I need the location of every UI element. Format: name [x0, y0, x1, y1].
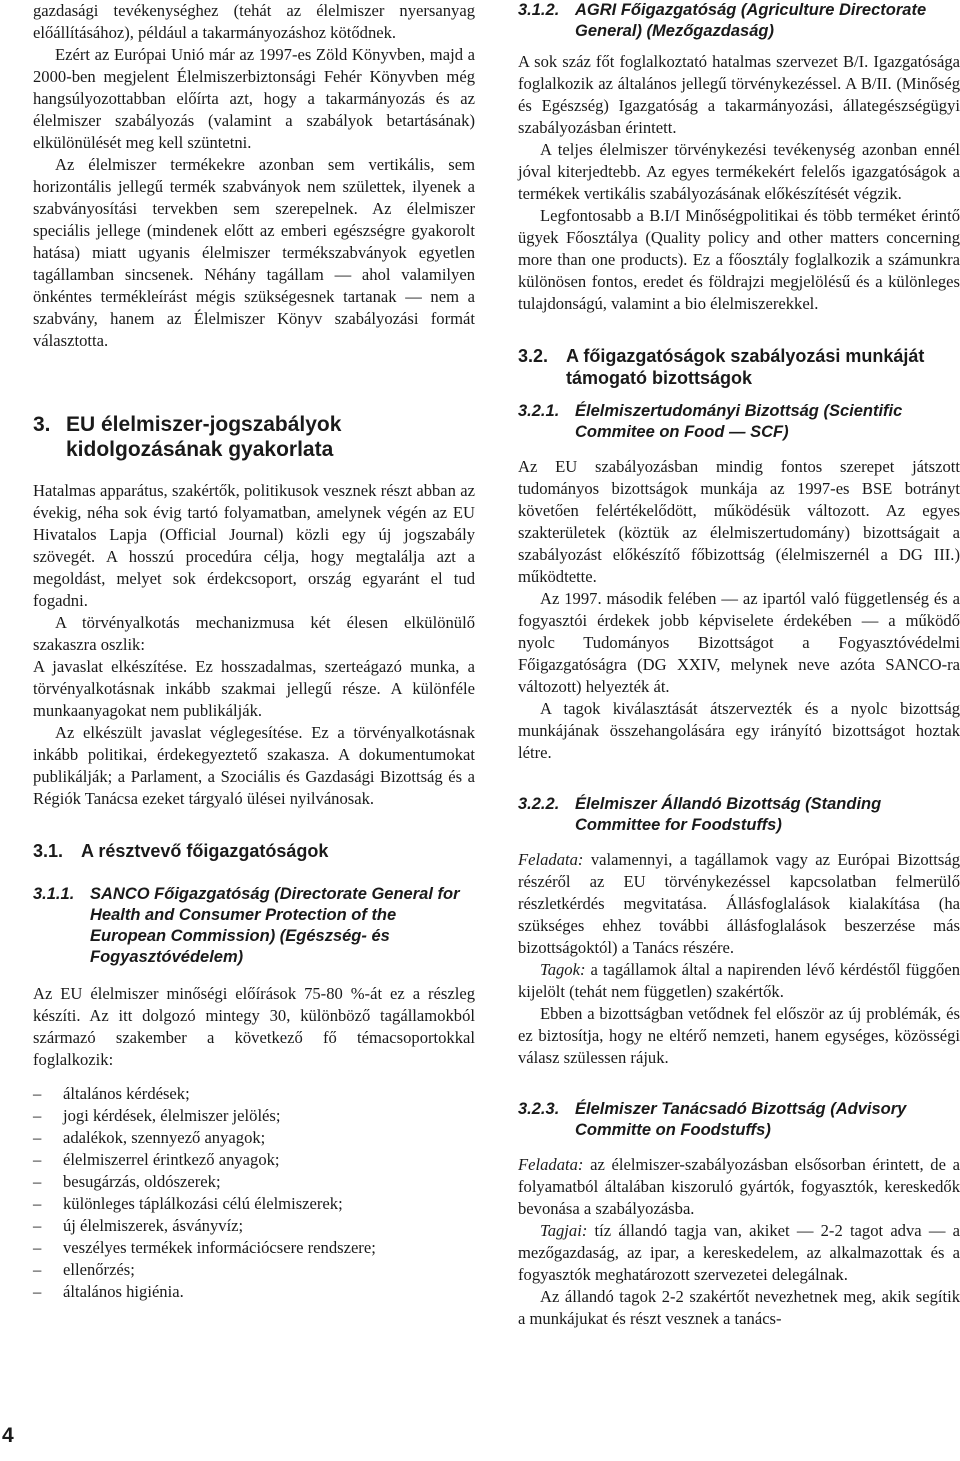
page-number: 4 [2, 1424, 14, 1447]
paragraph: Az EU élelmiszer minőségi előírások 75-80 %-át ez a részleg készíti. Az itt dolgozó mintegy 30, különböző tagállamokból származó szakember a következő fő témacsoportokkal foglalkozik: [33, 984, 475, 1069]
list-item: – különleges táplálkozási célú élelmiszerek; [33, 1194, 343, 1213]
dash-marker: – [33, 1260, 42, 1279]
section-number: 3.2.2. [518, 795, 560, 813]
paragraph: A törvényalkotás mechanizmusa két élesen elkülönülő szakaszra oszlik: [33, 613, 475, 654]
section-heading-3-2-3 [518, 1099, 960, 1141]
dash-marker: – [33, 1106, 42, 1125]
section-heading-3-1 [33, 840, 475, 862]
paragraph: Ezért az Európai Unió már az 1997-es Zöld Könyvben, majd a 2000-ben megjelent Élelmiszerbiztonsági Fehér Könyvben még hangsúlyozottabban előírta azt, hogy a takarmányozás és az élelmiszer szabályozás (valamint a szabályok betartásának) elkülönülését meg kell szüntetni. [33, 45, 475, 152]
section-heading-3-1-2 [518, 0, 960, 42]
list-item: – ellenőrzés; [33, 1260, 135, 1279]
section-heading-3-2 [518, 345, 960, 389]
paragraph: Feladata: az élelmiszer-szabályozásban elsősorban érintett, de a folyamatból általában kiszoruló gyártók, fogyasztók, kereskedők bevonása a szabályozásba. [518, 1155, 960, 1218]
dash-marker: – [33, 1216, 42, 1235]
list-item: – élelmiszerrel érintkező anyagok; [33, 1150, 280, 1169]
run-in-label: Tagjai: [540, 1221, 588, 1240]
list-item: – adalékok, szennyező anyagok; [33, 1128, 266, 1147]
section-title: A főigazgatóságok szabályozási munkáját támogató bizottságok [566, 346, 925, 388]
section-number: 3.2.1. [518, 402, 560, 420]
section-title: EU élelmiszer-jogszabályok kidolgozásának gyakorlata [66, 413, 342, 461]
paragraph: Feladata: valamennyi, a tagállamok vagy az Európai Bizottság részéről az EU törvénykezéssel kapcsolatban felmerülő részletkérdés megvitatása. Állásfoglalások kialakítása (ha szükséges ehhez további állásfoglalások beszerzése más bizottságoktól) a Tanács részére. [518, 850, 960, 957]
dash-marker: – [33, 1194, 42, 1213]
paragraph: Ebben a bizottságban vetődnek fel először az új problémák, és ez biztosítja, hogy ne eltérő nemzeti, hanem egységes, közösségi válasz szülessen rájuk. [518, 1004, 960, 1067]
paragraph: A teljes élelmiszer törvénykezési tevékenység azonban ennél jóval kiterjedtebb. Az egyes termékekért felelős igazgatóságok a termékek vertikális szabályozásának előkészítését végzik. [518, 140, 960, 203]
section-title: SANCO Főigazgatóság (Directorate General for Health and Consumer Protection of the European Commission) (Egészség- és Fogyasztóvédelem) [90, 885, 460, 966]
dash-marker: – [33, 1150, 42, 1169]
dash-marker: – [33, 1172, 42, 1191]
paragraph: Tagjai: tíz állandó tagja van, akiket — 2-2 tagot adva — a mezőgazdaság, az ipar, a kereskedelem, az alkalmazottak és a fogyasztók meghatározott szervezetei delegálnak. [518, 1221, 960, 1284]
list-item: – besugárzás, oldószerek; [33, 1172, 221, 1191]
paragraph: Tagok: a tagállamok által a napirenden lévő kérdéstől függően kijelölt (tehát nem független) szakértők. [518, 960, 960, 1001]
left-column [33, 0, 475, 1303]
section-heading-3-2-2 [518, 794, 960, 836]
section-number: 3.2.3. [518, 1100, 560, 1118]
paragraph: Az 1997. második felében — az ipartól való függetlenség és a fogyasztói érdekek jobb képviselete érdekében — a működő nyolc Tudományos Bizottságot a Fogyasztóvédelmi Főigazgatóságra (DG XXIV, melynek neve azóta SANCO-ra változott) helyezték át. [518, 589, 960, 696]
section-number: 3.1.1. [33, 885, 75, 903]
section-title: Élelmiszertudományi Bizottság (Scientific Commitee on Food — SCF) [575, 402, 903, 441]
run-in-label: Feladata: [518, 850, 584, 869]
dash-marker: – [33, 1238, 42, 1257]
section-heading-3 [33, 412, 475, 462]
right-column [518, 0, 960, 1330]
list-item: – jogi kérdések, élelmiszer jelölés; [33, 1106, 281, 1125]
section-number: 3.1.2. [518, 1, 560, 19]
section-title: AGRI Főigazgatóság (Agriculture Directorate General) (Mezőgazdaság) [575, 1, 927, 40]
paragraph: Az elkészült javaslat véglegesítése. Ez a törvényalkotásnak inkább politikai, érdekegyeztető szakasza. A dokumentumokat publikálják; a Parlament, a Szociális és Gazdasági Bizottság és a Régiók Tanácsa ezeket tárgyaló ülései nyilvánosak. [33, 723, 475, 808]
topic-list [33, 1083, 475, 1303]
list-item: – általános higiénia. [33, 1282, 184, 1301]
list-item: – veszélyes termékek információcsere rendszere; [33, 1238, 376, 1257]
section-number: 3.2. [518, 346, 549, 366]
section-heading-3-1-1 [33, 884, 475, 968]
section-heading-3-2-1 [518, 401, 960, 443]
dash-marker: – [33, 1084, 42, 1103]
section-title: Élelmiszer Állandó Bizottság (Standing Committee for Foodstuffs) [575, 795, 882, 834]
paragraph: A sok száz főt foglalkoztató hatalmas szervezet B/I. Igazgatósága foglalkozik az általános jellegű törvénykezéssel. A B/II. (Minőség és Egészség) Igazgatóság a takarmányozási, állategészségügyi szabályozásban érintett. [518, 52, 960, 137]
list-item: – általános kérdések; [33, 1084, 190, 1103]
paragraph: Az élelmiszer termékekre azonban sem vertikális, sem horizontális jellegű termék szabványok nem születtek, ilyenek a szabványosítási tervekben sem szerepelnek. Az élelmiszer speciális jellege (mindenek előtt az emberi egészségre gyakorolt hatása) miatt ugyanis élelmiszer termékszabványok egyetlen tagállamban sincsenek. Néhány tagállam — ahol valamilyen önkéntes termékleírást mégis szükségesnek tartanak — nem a szabvány, hanem az Élelmiszer Könyv szabályozási formát választotta. [33, 155, 475, 350]
list-item: – új élelmiszerek, ásványvíz; [33, 1216, 244, 1235]
section-number: 3. [33, 413, 51, 436]
paragraph: Legfontosabb a B.I/I Minőségpolitikai és több terméket érintő ügyek Főosztálya (Quality policy and other matters concerning more than one products). Ez a főosztály foglalkozik a számunkra különösen fontos, eredet és földrajzi megjelölésű és a különleges tulajdonságú, valamint a bio élelmiszerekkel. [518, 206, 960, 313]
section-title: A résztvevő főigazgatóságok [81, 841, 329, 861]
section-number: 3.1. [33, 841, 64, 861]
run-in-label: Tagok: [540, 960, 586, 979]
run-in-label: Feladata: [518, 1155, 584, 1174]
paragraph: A tagok kiválasztását átszervezték és a nyolc bizottság munkájának összehangolására egy irányító bizottságot hoztak létre. [518, 699, 960, 762]
paragraph: A javaslat elkészítése. Ez hosszadalmas, szerteágazó munka, a törvényalkotásnak inkább szakmai jellegű része. A különféle munkaanyagokat nem publikálják. [33, 657, 475, 720]
paragraph: Az állandó tagok 2-2 szakértőt nevezhetnek meg, akik segítik a munkájukat és részt vesznek a tanács- [518, 1287, 960, 1328]
section-title: Élelmiszer Tanácsadó Bizottság (Advisory Committe on Foodstuffs) [575, 1100, 907, 1139]
dash-marker: – [33, 1128, 42, 1147]
paragraph: Az EU szabályozásban mindig fontos szerepet játszott tudományos bizottságok munkája az 1997-es BSE botrányt követően felértékelődött, működésük változott. Az egyes szakterületek (köztük az élelmiszertudomány) bizottságait a szabályozást előkészítő főbizottság (élelmiszernél a DG III.) működtette. [518, 457, 960, 586]
paragraph: gazdasági tevékenységhez (tehát az élelmiszer nyersanyag előállításához), például a takarmányozáshoz kötődnek. [33, 1, 475, 42]
paragraph: Hatalmas apparátus, szakértők, politikusok vesznek részt abban az évekig, néha sok évig tartó folyamatban, amelynek végén az EU Hivatalos Lapja (Official Journal) közli egy új jogszabály szövegét. A hosszú procedúra célja, hogy megtalálja azt a megoldást, melyet sok érdekcsoport, ország egyaránt el tud fogadni. [33, 481, 475, 610]
dash-marker: – [33, 1282, 42, 1301]
